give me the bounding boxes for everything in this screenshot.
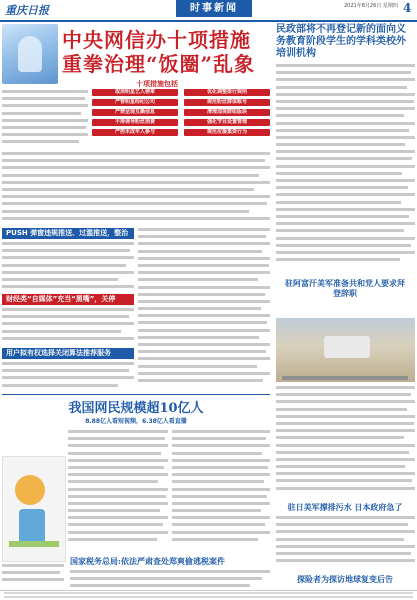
education-article-text [276, 64, 415, 274]
lead-article-text [2, 90, 88, 148]
left-column [0, 22, 272, 590]
japan-article-text [276, 516, 415, 568]
explorer-headline: 探险者为探访地球复变后告 [297, 574, 393, 584]
tax-article-text [70, 570, 270, 590]
measure-item: 规范应援集资行为 [184, 129, 270, 136]
netizen-headline: 我国网民规模超10亿人 [68, 401, 204, 416]
newspaper-brand: 重庆日报 [5, 4, 49, 17]
measure-item: 严控未成年人参与 [92, 129, 178, 136]
cover-image [2, 24, 58, 84]
measure-item: 优化调整排行规则 [184, 89, 270, 96]
measure-item: 清理违规群组版块 [184, 109, 270, 116]
vehicle-icon [324, 336, 370, 358]
netizen-subtitle: 8.88亿人看短视频，6.38亿人看直播 [85, 418, 187, 425]
measure-item: 严禁呈现互撕信息 [92, 109, 178, 116]
measure-item: 不得诱导粉丝消费 [92, 119, 178, 126]
algorithm-article-text [2, 362, 134, 390]
japan-headline: 驻日美军撑排污水 日本政府急了 [287, 502, 403, 512]
right-column [274, 22, 417, 590]
divider [2, 394, 270, 395]
push-article-text [2, 242, 134, 290]
education-headline: 民政部将不再登记新的面向义务教育阶段学生的学科类校外培训机构 [276, 24, 406, 59]
media-article-text [2, 308, 134, 346]
lead-article-text [2, 152, 270, 224]
mid-article-text [138, 228, 270, 390]
push-headline: PUSH 弹窗违规推送、过滥推送，整治 [2, 228, 134, 239]
lead-subtitle: 十项措施包括 [136, 80, 178, 88]
algorithm-headline: 用户拟有权选择关闭算法推荐服务 [2, 348, 134, 359]
masthead [0, 0, 417, 22]
figure-body [19, 509, 45, 545]
measures-grid [92, 89, 270, 145]
issue-date: 2021年8月26日 星期四 [344, 3, 398, 9]
bottom-left-text [2, 564, 64, 588]
page-number: 4 [403, 1, 412, 15]
measure-item: 强化节目设置管理 [184, 119, 270, 126]
section-tab: 时事新闻 [176, 0, 252, 17]
photo-caption [282, 376, 408, 380]
measure-item: 取消明星艺人榜单 [92, 89, 178, 96]
afghanistan-headline: 驻阿富汗美军准备共和党人要求拜登辞职 [285, 278, 405, 298]
military-photo [276, 318, 415, 382]
media-headline: 财经类“自媒体”充当“黑嘴”，关停 [2, 294, 134, 305]
measure-item: 严管明星经纪公司 [92, 99, 178, 106]
figure-ground [9, 541, 59, 547]
cartoon-illustration [2, 456, 66, 562]
afghanistan-article-text [276, 386, 415, 496]
footer [0, 590, 417, 600]
netizen-article-text [68, 430, 168, 552]
lead-headline: 中央网信办十项措施重拳治理“饭圈”乱象 [62, 28, 256, 76]
phone-icon [18, 36, 42, 72]
figure-head [15, 475, 45, 505]
netizen-article-text [172, 430, 270, 552]
tax-headline: 国家税务总局:依法严肃查处郑爽偷逃税案件 [70, 556, 225, 566]
footer-text [4, 592, 413, 594]
measure-item: 规范粉丝群体账号 [184, 99, 270, 106]
footer-text [4, 596, 413, 598]
